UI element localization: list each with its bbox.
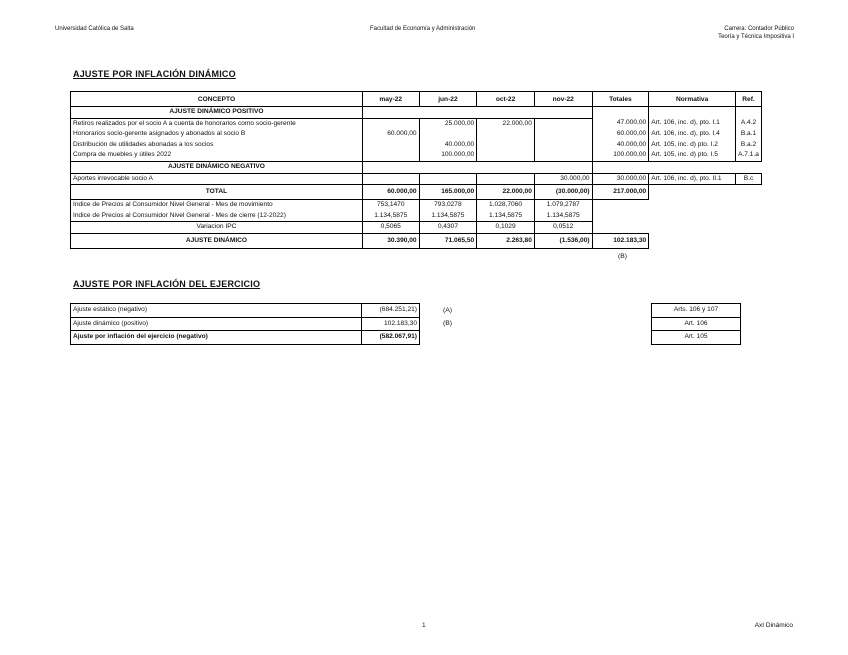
table-row: Distribución de utilidades abonadas a los socios 40.000,00 40.000,00 Art. 105, inc. d) pto. I.2 B.a.2 — [71, 140, 762, 151]
positive-section-title: AJUSTE DINÁMICO POSITIVO — [71, 107, 363, 119]
mark-b: (B) — [443, 320, 453, 327]
total-row: TOTAL 60.000,00 165.000,00 22.000,00 (30.000,00) 217.000,00 — [71, 185, 762, 200]
dynamic-adjustment-label: AJUSTE DINÁMICO — [71, 233, 363, 248]
table-row: Aportes irrevocable socio A 30.000,00 30.000,00 Art. 106, inc. d), pto. II.1 B.c — [71, 173, 762, 185]
table-row: Compra de muebles y útiles 2022 100.000,00 100.000,00 Art. 105, inc. d) pto. I.5 A.7.1.a — [71, 150, 762, 161]
header-faculty: Facultad de Economía y Administración — [370, 26, 476, 32]
note-b-label: (B) — [618, 253, 628, 260]
section-title-dynamic: AJUSTE POR INFLACIÓN DINÁMICO — [73, 69, 236, 79]
summary-row: Ajuste estático (negativo) (684.251,21) — [71, 304, 420, 318]
table-row: Honorarios socio-gerente asignados y abonados al socio B 60.000,00 60.000,00 Art. 106, inc. d), pto. I.4 B.a.1 — [71, 129, 762, 140]
ipc-row: Indice de Precios al Consumidor Nivel General - Mes de movimiento 753,1470 793,0278 1.028,7060 1.079,2787 — [71, 200, 762, 211]
row-concepto: Honorarios socio-gerente asignados y abonados al socio B — [71, 129, 363, 140]
row-concepto: Distribución de utilidades abonadas a los socios — [71, 140, 363, 151]
header-career — [718, 26, 794, 41]
mark-a: (A) — [443, 307, 453, 314]
page-number: 1 — [422, 622, 426, 629]
col-header-totales: Totales — [592, 92, 649, 107]
exercise-summary-table — [70, 303, 420, 345]
summary-row: Ajuste dinámico (positivo) 102.183,30 — [71, 317, 420, 331]
dynamic-adjustment-row: AJUSTE DINÁMICO 30.390,00 71.065,50 2.263,80 (1.536,00) 102.183,30 — [71, 233, 762, 248]
table-header-row — [71, 92, 762, 107]
header-career-line1: Carrera: Contador Público — [724, 26, 794, 32]
positive-section-row — [71, 107, 762, 119]
dynamic-adjustment-table — [70, 91, 762, 249]
negative-section-row — [71, 161, 762, 173]
col-header-normativa: Normativa — [649, 92, 736, 107]
ipc-row: Variacion IPC 0,5065 0,4307 0,1029 0,0512 — [71, 222, 762, 234]
ipc-row: Indice de Precios al Consumidor Nivel General - Mes de cierre (12-2022) 1.134,5875 1.134,5875 1.134,5875 1.134,5875 — [71, 211, 762, 222]
row-concepto: Compra de muebles y útiles 2022 — [71, 150, 363, 161]
col-header-oct: oct-22 — [477, 92, 535, 107]
col-header-concepto: CONCEPTO — [71, 92, 363, 107]
total-label: TOTAL — [71, 185, 363, 200]
table-row: Retiros realizados por el socio A a cuenta de honorarios como socio-gerente 25.000,00 22.000,00 47.000,00 Art. 106, inc. d), pto. I.1 A.4.2 — [71, 118, 762, 129]
header-course-line2: Teoría y Técnica Impositiva I — [718, 33, 794, 40]
sheet-name: AxI Dinámico — [754, 622, 793, 629]
col-header-may: may-22 — [362, 92, 419, 107]
col-header-jun: jun-22 — [419, 92, 477, 107]
negative-section-title: AJUSTE DINÁMICO NEGATIVO — [71, 161, 363, 173]
header-university: Universidad Católica de Salta — [55, 26, 134, 32]
row-concepto: Retiros realizados por el socio A a cuenta de honorarios como socio-gerente — [71, 118, 363, 129]
col-header-nov: nov-22 — [534, 92, 592, 107]
row-concepto: Aportes irrevocable socio A — [71, 173, 363, 185]
summary-row-total: Ajuste por inflación del ejercicio (negativo) (582.067,91) — [71, 331, 420, 345]
section-title-exercise: AJUSTE POR INFLACIÓN DEL EJERCICIO — [73, 279, 261, 289]
col-header-ref: Ref. — [736, 92, 762, 107]
summary-normativa-table: Arts. 106 y 107 Art. 106 Art. 105 — [651, 303, 741, 345]
